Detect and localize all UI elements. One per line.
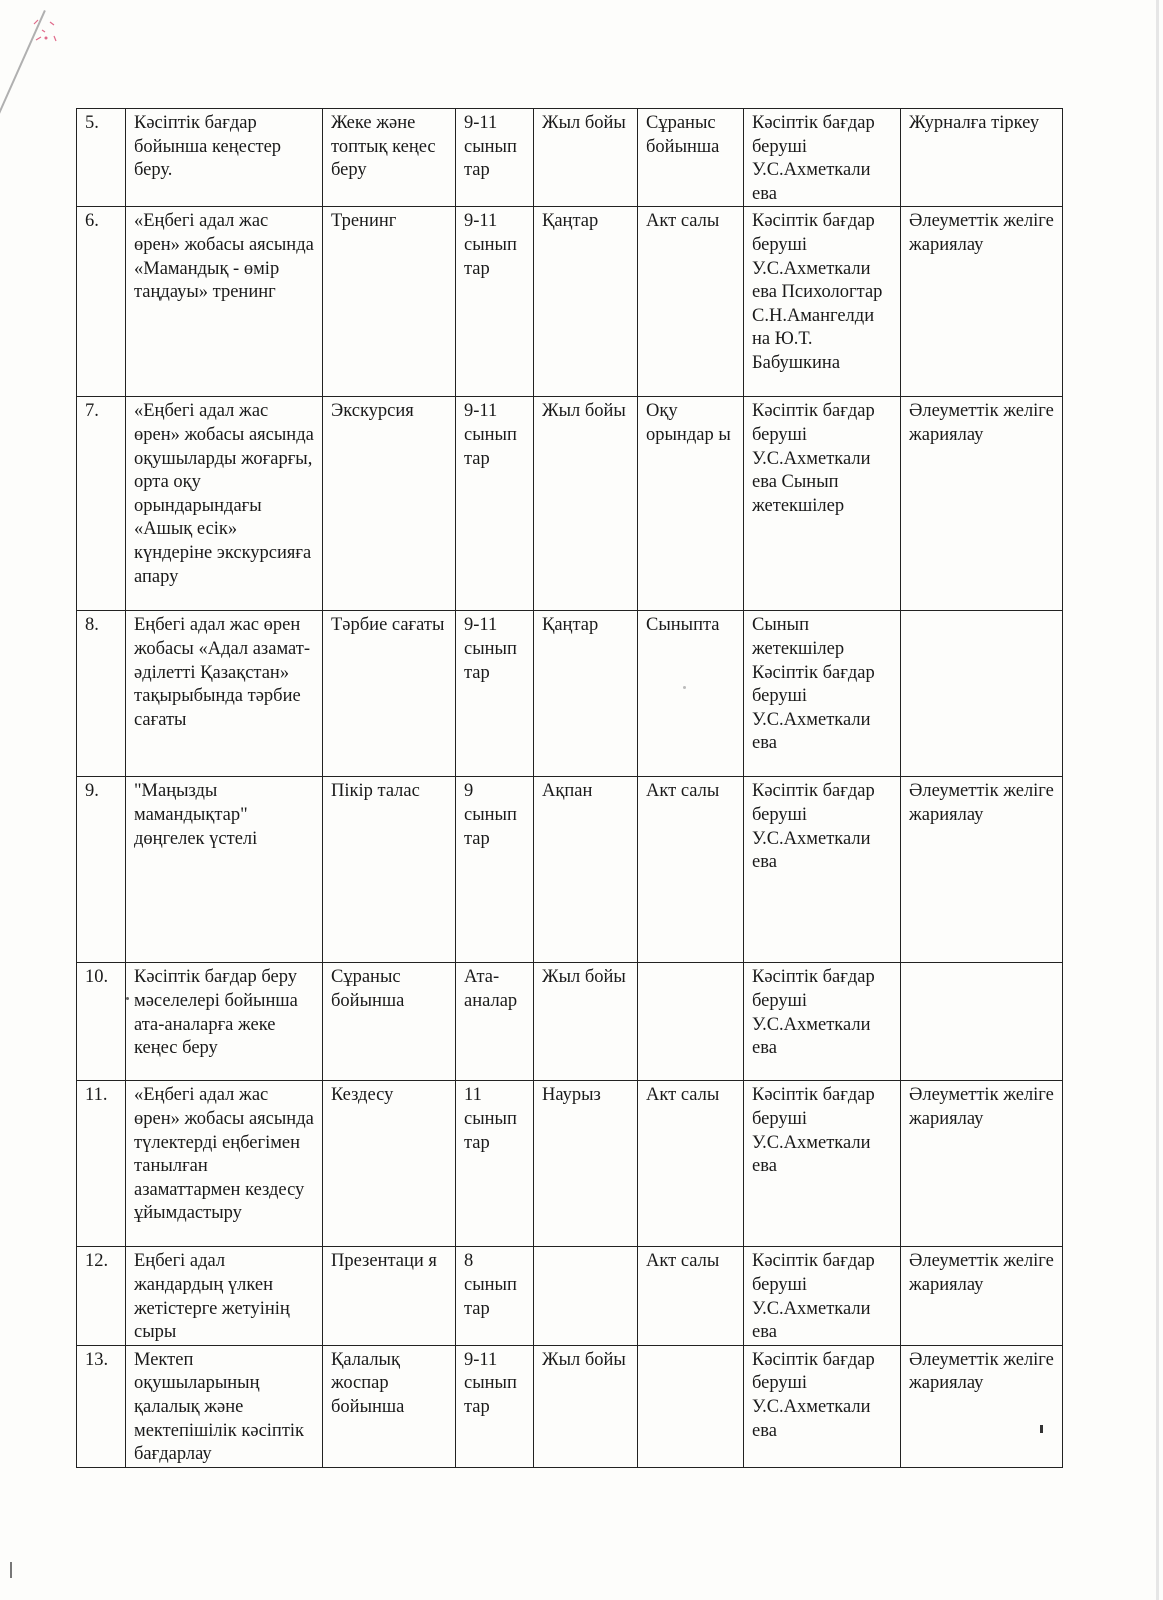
responsible-cell: Кәсіптік бағдар беруші У.С.Ахметкали ева xyxy=(744,1081,901,1247)
responsible-cell: Кәсіптік бағдар беруші У.С.Ахметкали ева xyxy=(744,109,901,207)
scan-edge-shadow xyxy=(1156,0,1159,1600)
result-cell xyxy=(901,963,1063,1081)
result-cell xyxy=(901,611,1063,777)
result-cell: Журналға тіркеу xyxy=(901,109,1063,207)
plan-table xyxy=(76,108,1063,1468)
responsible-cell: Кәсіптік бағдар беруші У.С.Ахметкали ева xyxy=(744,963,901,1081)
date-cell: Наурыз xyxy=(534,1081,638,1247)
responsible-cell: Кәсіптік бағдар беруші У.С.Ахметкали ева xyxy=(744,777,901,963)
table-row xyxy=(77,1081,1063,1247)
output-cell: Сұраныс бойынша xyxy=(638,109,744,207)
table-row xyxy=(77,1247,1063,1345)
form-cell: Сұраныс бойынша xyxy=(323,963,456,1081)
output-cell: Сыныпта xyxy=(638,611,744,777)
table-row xyxy=(77,611,1063,777)
responsible-cell: Сынып жетекшілер Кәсіптік бағдар беруші У.С.Ахметкали ева xyxy=(744,611,901,777)
table-row xyxy=(77,963,1063,1081)
output-cell: Акт салы xyxy=(638,1081,744,1247)
output-cell: Акт салы xyxy=(638,1247,744,1345)
date-cell: Қаңтар xyxy=(534,207,638,397)
result-cell: Әлеуметтік желіге жариялау xyxy=(901,397,1063,611)
audience-cell: 11 сынып тар xyxy=(456,1081,534,1247)
row-number: 9. xyxy=(77,777,126,963)
result-cell: Әлеуметтік желіге жариялау xyxy=(901,777,1063,963)
audience-cell: Ата-аналар xyxy=(456,963,534,1081)
table-row xyxy=(77,109,1063,207)
form-cell: Пікір талас xyxy=(323,777,456,963)
date-cell: Жыл бойы xyxy=(534,397,638,611)
date-cell: Ақпан xyxy=(534,777,638,963)
stamp-fragment-icon xyxy=(28,16,62,56)
responsible-cell: Кәсіптік бағдар беруші У.С.Ахметкали ева xyxy=(744,1345,901,1467)
responsible-cell: Кәсіптік бағдар беруші У.С.Ахметкали ева Психологтар С.Н.Амангелди на Ю.Т. Бабушкина xyxy=(744,207,901,397)
row-number: 5. xyxy=(77,109,126,207)
date-cell: Жыл бойы xyxy=(534,109,638,207)
form-cell: Тәрбие сағаты xyxy=(323,611,456,777)
audience-cell: 9-11 сынып тар xyxy=(456,397,534,611)
event-name-cell: Еңбегі адал жас өрен жобасы «Адал азамат- әділетті Қазақстан» тақырыбында тәрбие сағаты xyxy=(126,611,323,777)
event-name-cell: Кәсіптік бағдар бойынша кеңестер беру. xyxy=(126,109,323,207)
row-number: 12. xyxy=(77,1247,126,1345)
event-name-cell: «Еңбегі адал жас өрен» жобасы аясында «Мамандық - өмір таңдауы» тренинг xyxy=(126,207,323,397)
event-name-cell: Кәсіптік бағдар беру мәселелері бойынша ата-аналарға жеке кеңес беру xyxy=(126,963,323,1081)
output-cell: Акт салы xyxy=(638,207,744,397)
result-cell: Әлеуметтік желіге жариялау xyxy=(901,1081,1063,1247)
audience-cell: 9-11 сынып тар xyxy=(456,207,534,397)
audience-cell: 9 сынып тар xyxy=(456,777,534,963)
event-name-cell: «Еңбегі адал жас өрен» жобасы аясында түлектерді еңбегімен танылған азаматтармен кездесу ұйымдастыру xyxy=(126,1081,323,1247)
form-cell: Кездесу xyxy=(323,1081,456,1247)
audience-cell: 9-11 сынып тар xyxy=(456,109,534,207)
audience-cell: 9-11 сынып тар xyxy=(456,611,534,777)
form-cell: Экскурсия xyxy=(323,397,456,611)
table-row xyxy=(77,777,1063,963)
audience-cell: 8 сынып тар xyxy=(456,1247,534,1345)
row-number: 10. xyxy=(77,963,126,1081)
scan-mark xyxy=(1040,1425,1043,1433)
scan-speck xyxy=(683,686,686,689)
result-cell: Әлеуметтік желіге жариялау xyxy=(901,207,1063,397)
row-number: 13. xyxy=(77,1345,126,1467)
responsible-cell: Кәсіптік бағдар беруші У.С.Ахметкали ева Сынып жетекшілер xyxy=(744,397,901,611)
date-cell: Жыл бойы xyxy=(534,1345,638,1467)
table-row xyxy=(77,1345,1063,1467)
event-name-cell: Еңбегі адал жандардың үлкен жетістерге жетуінің сыры xyxy=(126,1247,323,1345)
output-cell xyxy=(638,1345,744,1467)
date-cell xyxy=(534,1247,638,1345)
event-name-cell: «Еңбегі адал жас өрен» жобасы аясында оқушыларды жоғарғы, орта оқу орындарындағы «Ашық есік» күндеріне экскурсияға апару xyxy=(126,397,323,611)
row-number: 6. xyxy=(77,207,126,397)
result-cell: Әлеуметтік желіге жариялау xyxy=(901,1345,1063,1467)
scan-edge-mark xyxy=(10,1562,12,1578)
form-cell: Презентаци я xyxy=(323,1247,456,1345)
output-cell: Акт салы xyxy=(638,777,744,963)
form-cell: Жеке және топтық кеңес беру xyxy=(323,109,456,207)
date-cell: Қаңтар xyxy=(534,611,638,777)
audience-cell: 9-11 сынып тар xyxy=(456,1345,534,1467)
row-number: 7. xyxy=(77,397,126,611)
scan-speck xyxy=(126,997,129,1000)
output-cell xyxy=(638,963,744,1081)
responsible-cell: Кәсіптік бағдар беруші У.С.Ахметкали ева xyxy=(744,1247,901,1345)
form-cell: Тренинг xyxy=(323,207,456,397)
event-name-cell: "Маңызды мамандықтар" дөңгелек үстелі xyxy=(126,777,323,963)
row-number: 8. xyxy=(77,611,126,777)
result-cell: Әлеуметтік желіге жариялау xyxy=(901,1247,1063,1345)
row-number: 11. xyxy=(77,1081,126,1247)
date-cell: Жыл бойы xyxy=(534,963,638,1081)
table-row xyxy=(77,397,1063,611)
form-cell: Қалалық жоспар бойынша xyxy=(323,1345,456,1467)
table-row xyxy=(77,207,1063,397)
event-name-cell: Мектеп оқушыларының қалалық және мектепішілік кәсіптік бағдарлау xyxy=(126,1345,323,1467)
output-cell: Оқу орындар ы xyxy=(638,397,744,611)
